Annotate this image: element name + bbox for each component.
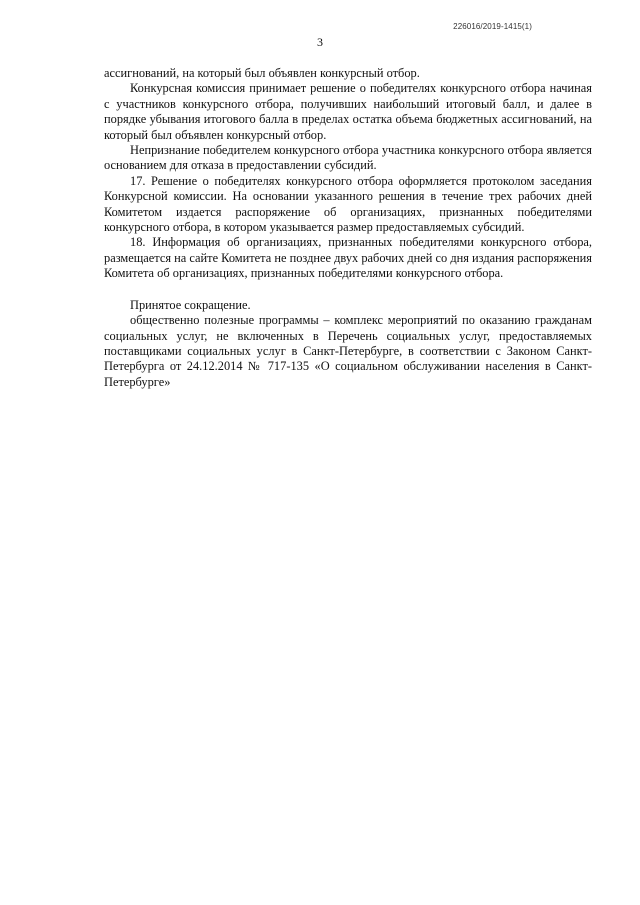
paragraph-item-17: 17. Решение о победителях конкурсного отбора оформляется протоколом заседания Конкурсной комиссии. На основании указанного решения в течение трех рабочих дней Комитетом издается распоряжение об организациях, признанных победителями конкурсного отбора, в котором указывается размер предоставляемых субсидий. (104, 173, 592, 235)
abbreviation-definition: общественно полезные программы – комплекс мероприятий по оказанию гражданам социальных услуг, не включенных в Перечень социальных услуг, предоставляемых поставщиками социальных услуг в Санкт-Петербурге, в соответствии с Законом Санкт-Петербурга от 24.12.2014 № 717-135 «О социальном обслуживании населения в Санкт-Петербурге» (104, 313, 592, 389)
paragraph-non-recognition: Непризнание победителем конкурсного отбора участника конкурсного отбора является основанием для отказа в предоставлении субсидий. (104, 143, 592, 173)
section-spacer (104, 282, 592, 298)
paragraph-continuation: ассигнований, на который был объявлен конкурсный отбор. (104, 66, 420, 80)
document-registration-number: 226016/2019-1415(1) (453, 22, 532, 31)
abbreviation-heading: Принятое сокращение. (130, 297, 251, 312)
paragraph-commission-decision: Конкурсная комиссия принимает решение о победителях конкурсного отбора начиная с участников конкурсного отбора, получивших наибольший итоговый балл, и далее в порядке убывания итогового балла в пределах остатка объема бюджетных ассигнований, на который был объявлен конкурсный отбор. (104, 81, 592, 142)
paragraph-item-18: 18. Информация об организациях, признанных победителями конкурсного отбора, размещается на сайте Комитета не позднее двух рабочих дней со дня издания распоряжения Комитета об организациях, признанных победителями конкурсного отбора. (104, 235, 592, 281)
page-number: 3 (317, 35, 323, 49)
document-body (104, 66, 592, 390)
